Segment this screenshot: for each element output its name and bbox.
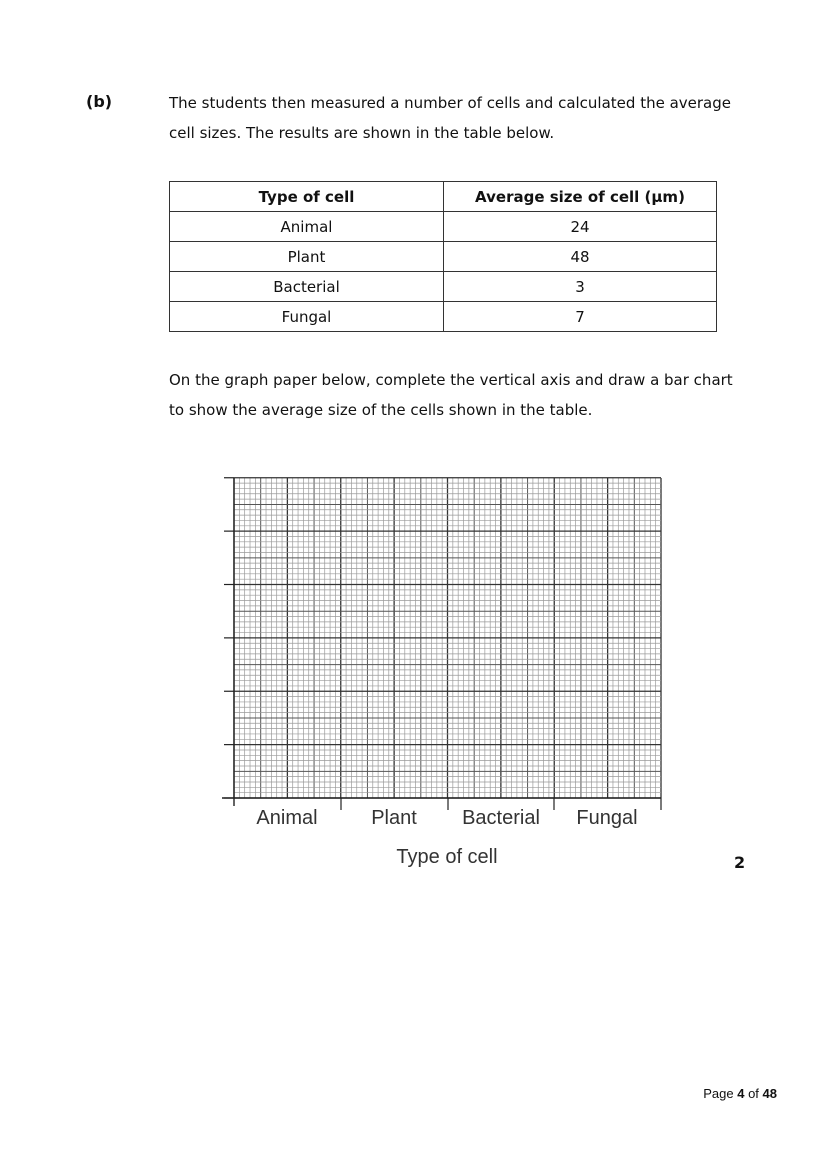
question-label: (b) [86, 92, 113, 111]
table-cell-size: 3 [444, 272, 717, 302]
page-total: 48 [762, 1086, 777, 1101]
instruction-line-1: On the graph paper below, complete the vertical axis and draw a bar chart [169, 371, 733, 389]
page-footer [703, 1086, 777, 1101]
x-tick-label: Bacterial [462, 807, 540, 829]
table-header-size: Average size of cell (µm) [444, 182, 717, 212]
table-cell-type: Animal [170, 212, 444, 242]
page-current: 4 [737, 1086, 745, 1101]
x-axis-label: Type of cell [396, 846, 498, 868]
table-cell-type: Plant [170, 242, 444, 272]
x-tick-label: Plant [371, 807, 417, 829]
table-cell-size: 7 [444, 302, 717, 332]
x-tick-label: Fungal [576, 807, 638, 829]
page-middle: of [744, 1086, 763, 1101]
table-cell-type: Fungal [170, 302, 444, 332]
instruction-line-2: to show the average size of the cells shown in the table. [169, 401, 593, 419]
x-tick-label: Animal [256, 807, 318, 829]
table-cell-size: 24 [444, 212, 717, 242]
graph-grid[interactable] [234, 478, 661, 798]
table-header-type: Type of cell [170, 182, 444, 212]
x-tick-labels [256, 807, 637, 829]
table-cell-type: Bacterial [170, 272, 444, 302]
intro-line-1: The students then measured a number of cells and calculated the average [169, 94, 731, 112]
marks-available: 2 [734, 853, 746, 872]
table-cell-size: 48 [444, 242, 717, 272]
intro-line-2: cell sizes. The results are shown in the table below. [169, 124, 555, 142]
page-prefix: Page [703, 1086, 738, 1101]
